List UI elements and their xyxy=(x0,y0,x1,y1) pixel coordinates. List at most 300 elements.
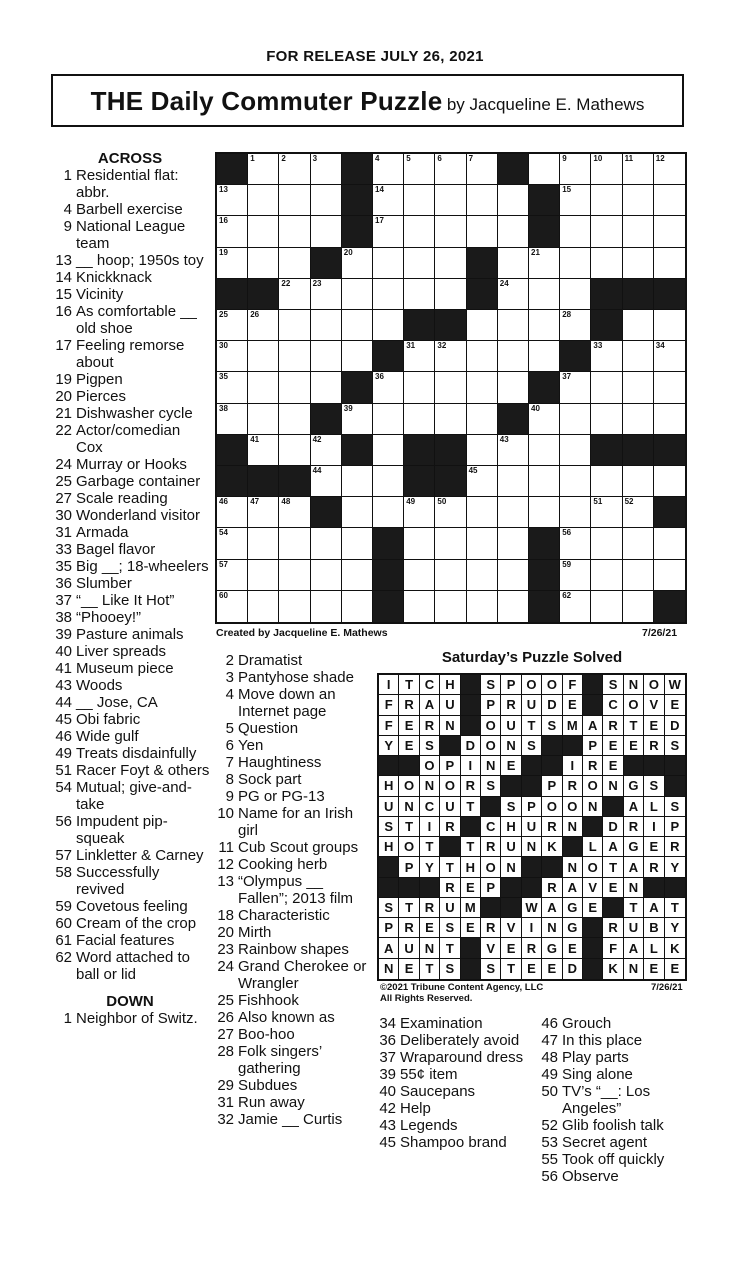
across-clue xyxy=(50,422,210,456)
solution-letter: A xyxy=(563,878,583,898)
grid-cell[interactable] xyxy=(217,185,248,216)
grid-cell[interactable] xyxy=(467,591,498,622)
grid-cell[interactable] xyxy=(467,372,498,403)
solution-block xyxy=(563,736,583,756)
grid-cell[interactable] xyxy=(217,216,248,247)
solution-letter: U xyxy=(440,695,460,715)
solution-letter: K xyxy=(665,938,685,958)
grid-cell[interactable] xyxy=(654,404,685,435)
grid-cell[interactable] xyxy=(217,497,248,528)
grid-cell[interactable] xyxy=(373,404,404,435)
solution-block xyxy=(461,675,481,695)
grid-cell[interactable] xyxy=(623,341,654,372)
solution-letter: N xyxy=(379,959,399,979)
grid-cell[interactable] xyxy=(623,185,654,216)
solution-letter: V xyxy=(583,878,603,898)
grid-cell[interactable] xyxy=(248,372,279,403)
grid-cell[interactable] xyxy=(435,248,466,279)
grid-cell[interactable] xyxy=(373,310,404,341)
grid-cell[interactable] xyxy=(248,528,279,559)
grid-cell[interactable] xyxy=(248,341,279,372)
grid-cell[interactable] xyxy=(311,341,342,372)
grid-cell[interactable] xyxy=(373,466,404,497)
grid-cell[interactable] xyxy=(591,248,622,279)
grid-cell[interactable] xyxy=(467,528,498,559)
clue-text: Secret agent xyxy=(562,1134,648,1151)
grid-cell[interactable] xyxy=(342,279,373,310)
grid-cell[interactable] xyxy=(435,560,466,591)
grid-cell[interactable] xyxy=(373,372,404,403)
grid-cell[interactable] xyxy=(373,185,404,216)
clue-text: Wonderland visitor xyxy=(76,507,200,524)
solution-letter: R xyxy=(603,716,623,736)
clue-text: PG or PG-13 xyxy=(238,788,325,805)
grid-cell[interactable] xyxy=(435,279,466,310)
grid-block xyxy=(591,435,622,466)
clue-text: Museum piece xyxy=(76,660,174,677)
grid-cell[interactable] xyxy=(248,560,279,591)
grid-cell[interactable] xyxy=(404,341,435,372)
cell-number: 47 xyxy=(250,497,260,507)
grid-cell[interactable] xyxy=(373,279,404,310)
grid-cell[interactable] xyxy=(467,216,498,247)
solution-letter: I xyxy=(379,675,399,695)
solution-letter: F xyxy=(379,716,399,736)
grid-cell[interactable] xyxy=(467,466,498,497)
grid-cell[interactable] xyxy=(435,154,466,185)
grid-block xyxy=(217,279,248,310)
grid-cell[interactable] xyxy=(342,310,373,341)
down-clue xyxy=(374,1015,534,1032)
grid-cell[interactable] xyxy=(654,185,685,216)
grid-cell[interactable] xyxy=(498,591,529,622)
grid-cell[interactable] xyxy=(623,591,654,622)
grid-cell[interactable] xyxy=(654,528,685,559)
solution-letter: P xyxy=(501,675,521,695)
grid-cell[interactable] xyxy=(591,154,622,185)
grid-cell[interactable] xyxy=(435,404,466,435)
grid-cell[interactable] xyxy=(467,310,498,341)
clue-text: Play parts xyxy=(562,1049,629,1066)
grid-cell[interactable] xyxy=(623,497,654,528)
cell-number: 40 xyxy=(531,403,540,413)
solution-letter: Y xyxy=(379,736,399,756)
solution-block xyxy=(461,959,481,979)
solution-letter: V xyxy=(481,938,501,958)
solution-letter: U xyxy=(379,797,399,817)
grid-cell[interactable] xyxy=(435,591,466,622)
grid-cell[interactable] xyxy=(217,528,248,559)
grid-cell[interactable] xyxy=(435,341,466,372)
grid-cell[interactable] xyxy=(529,404,560,435)
grid-cell[interactable] xyxy=(529,248,560,279)
grid-cell[interactable] xyxy=(467,497,498,528)
solution-letter: L xyxy=(583,837,603,857)
grid-cell[interactable] xyxy=(404,216,435,247)
grid-cell[interactable] xyxy=(311,310,342,341)
grid-cell[interactable] xyxy=(654,248,685,279)
grid-cell[interactable] xyxy=(560,185,591,216)
grid-cell[interactable] xyxy=(279,248,310,279)
cell-number: 57 xyxy=(219,559,228,569)
grid-cell[interactable] xyxy=(342,341,373,372)
grid-cell[interactable] xyxy=(404,497,435,528)
grid-block xyxy=(342,435,373,466)
cell-number: 1 xyxy=(250,154,255,163)
grid-cell[interactable] xyxy=(591,466,622,497)
grid-cell[interactable] xyxy=(404,279,435,310)
grid-cell[interactable] xyxy=(654,154,685,185)
grid-cell[interactable] xyxy=(529,341,560,372)
across-clue-list xyxy=(50,167,210,983)
grid-cell[interactable] xyxy=(373,497,404,528)
grid-cell[interactable] xyxy=(342,528,373,559)
grid-cell[interactable] xyxy=(654,310,685,341)
clue-number: 49 xyxy=(541,1066,558,1083)
grid-cell[interactable] xyxy=(560,591,591,622)
solution-letter: V xyxy=(644,695,664,715)
solution-letter: M xyxy=(461,898,481,918)
grid-cell[interactable] xyxy=(623,248,654,279)
grid-cell[interactable] xyxy=(248,185,279,216)
grid-cell[interactable] xyxy=(591,185,622,216)
grid-cell[interactable] xyxy=(591,372,622,403)
down-clue-list-part-3 xyxy=(374,1015,534,1151)
solution-letter: H xyxy=(440,675,460,695)
grid-cell[interactable] xyxy=(311,279,342,310)
solution-letter: N xyxy=(420,776,440,796)
clue-number: 18 xyxy=(217,907,234,924)
grid-cell[interactable] xyxy=(623,310,654,341)
cell-number: 37 xyxy=(562,372,572,382)
grid-cell[interactable] xyxy=(654,216,685,247)
grid-block xyxy=(529,528,560,559)
grid-cell[interactable] xyxy=(623,466,654,497)
grid-cell[interactable] xyxy=(654,372,685,403)
clue-number: 3 xyxy=(225,669,234,686)
down-clue xyxy=(212,856,374,873)
grid-cell[interactable] xyxy=(560,404,591,435)
grid-cell[interactable] xyxy=(311,216,342,247)
solution-block xyxy=(583,938,603,958)
solution-letter: T xyxy=(440,857,460,877)
clue-number: 43 xyxy=(55,677,72,694)
grid-cell[interactable] xyxy=(311,154,342,185)
grid-cell[interactable] xyxy=(435,497,466,528)
puzzle-date: 7/26/21 xyxy=(642,627,678,639)
grid-cell[interactable] xyxy=(404,372,435,403)
grid-cell[interactable] xyxy=(279,404,310,435)
across-clue xyxy=(50,779,210,813)
solution-letter: O xyxy=(420,756,440,776)
grid-cell[interactable] xyxy=(467,341,498,372)
grid-cell[interactable] xyxy=(217,560,248,591)
clue-text: Treats disdainfully xyxy=(76,745,197,762)
grid-cell[interactable] xyxy=(498,248,529,279)
solution-letter: T xyxy=(420,959,440,979)
grid-cell[interactable] xyxy=(467,404,498,435)
grid-cell[interactable] xyxy=(654,560,685,591)
clue-number: 26 xyxy=(217,1009,234,1026)
cell-number: 17 xyxy=(375,216,384,226)
down-clue xyxy=(212,1043,374,1077)
solution-letter: O xyxy=(522,675,542,695)
grid-cell[interactable] xyxy=(217,310,248,341)
solution-letter: T xyxy=(440,938,460,958)
grid-block xyxy=(435,466,466,497)
solution-letter: E xyxy=(644,959,664,979)
solution-letter: P xyxy=(399,857,419,877)
grid-cell[interactable] xyxy=(435,528,466,559)
solution-letter: S xyxy=(665,797,685,817)
grid-cell[interactable] xyxy=(591,216,622,247)
grid-cell[interactable] xyxy=(248,591,279,622)
grid-cell[interactable] xyxy=(404,528,435,559)
solution-letter: R xyxy=(665,837,685,857)
grid-cell[interactable] xyxy=(560,216,591,247)
grid-cell[interactable] xyxy=(373,435,404,466)
grid-cell[interactable] xyxy=(498,497,529,528)
grid-cell[interactable] xyxy=(591,560,622,591)
grid-cell[interactable] xyxy=(498,185,529,216)
grid-cell[interactable] xyxy=(498,341,529,372)
cell-number: 46 xyxy=(219,497,228,507)
grid-cell[interactable] xyxy=(217,248,248,279)
grid-cell[interactable] xyxy=(217,372,248,403)
grid-block xyxy=(373,341,404,372)
grid-cell[interactable] xyxy=(279,528,310,559)
grid-cell[interactable] xyxy=(311,185,342,216)
grid-cell[interactable] xyxy=(560,279,591,310)
solution-block xyxy=(379,857,399,877)
clue-number: 29 xyxy=(217,1077,234,1094)
grid-cell[interactable] xyxy=(248,248,279,279)
solution-letter: P xyxy=(440,756,460,776)
grid-cell[interactable] xyxy=(623,216,654,247)
grid-cell[interactable] xyxy=(529,310,560,341)
grid-cell[interactable] xyxy=(529,154,560,185)
solution-letter: E xyxy=(501,756,521,776)
solution-letter: R xyxy=(440,878,460,898)
grid-cell[interactable] xyxy=(498,279,529,310)
clue-number: 40 xyxy=(55,643,72,660)
grid-cell[interactable] xyxy=(467,435,498,466)
grid-cell[interactable] xyxy=(248,310,279,341)
grid-cell[interactable] xyxy=(404,404,435,435)
cell-number: 21 xyxy=(531,247,540,257)
grid-cell[interactable] xyxy=(404,560,435,591)
solution-letter: Y xyxy=(420,857,440,877)
solution-block xyxy=(583,675,603,695)
across-clue xyxy=(50,490,210,507)
solution-letter: E xyxy=(501,938,521,958)
grid-cell[interactable] xyxy=(623,372,654,403)
grid-cell[interactable] xyxy=(404,154,435,185)
grid-cell[interactable] xyxy=(404,185,435,216)
grid-cell[interactable] xyxy=(435,372,466,403)
solution-block xyxy=(399,756,419,776)
clue-number: 32 xyxy=(217,1111,234,1128)
cell-number: 10 xyxy=(593,154,603,163)
grid-cell[interactable] xyxy=(498,216,529,247)
grid-cell[interactable] xyxy=(529,466,560,497)
grid-cell[interactable] xyxy=(279,216,310,247)
grid-cell[interactable] xyxy=(498,466,529,497)
grid-cell[interactable] xyxy=(560,466,591,497)
grid-cell[interactable] xyxy=(498,435,529,466)
clue-text: __ hoop; 1950s toy xyxy=(76,252,204,269)
grid-cell[interactable] xyxy=(560,560,591,591)
grid-cell[interactable] xyxy=(279,497,310,528)
down-clue xyxy=(212,924,374,941)
grid-cell[interactable] xyxy=(279,560,310,591)
grid-cell[interactable] xyxy=(404,248,435,279)
clue-number: 39 xyxy=(379,1066,396,1083)
grid-cell[interactable] xyxy=(279,279,310,310)
grid-cell[interactable] xyxy=(342,591,373,622)
grid-cell[interactable] xyxy=(311,372,342,403)
grid-cell[interactable] xyxy=(529,497,560,528)
clue-text: Word attached to ball or lid xyxy=(76,949,190,983)
grid-cell[interactable] xyxy=(529,279,560,310)
grid-cell[interactable] xyxy=(217,404,248,435)
grid-cell[interactable] xyxy=(311,435,342,466)
down-clue xyxy=(374,1134,534,1151)
grid-cell[interactable] xyxy=(342,560,373,591)
solution-letter: P xyxy=(542,776,562,796)
grid-cell[interactable] xyxy=(279,185,310,216)
grid-cell[interactable] xyxy=(623,560,654,591)
clue-text: Garbage container xyxy=(76,473,201,490)
grid-cell[interactable] xyxy=(217,341,248,372)
grid-cell[interactable] xyxy=(529,435,560,466)
clue-text: __ Jose, CA xyxy=(76,694,158,711)
grid-cell[interactable] xyxy=(279,372,310,403)
clue-number: 59 xyxy=(55,898,72,915)
cell-number: 35 xyxy=(219,372,228,382)
across-clue xyxy=(50,524,210,541)
grid-cell[interactable] xyxy=(248,404,279,435)
grid-cell[interactable] xyxy=(623,154,654,185)
solution-letter: O xyxy=(583,776,603,796)
clue-text: Legends xyxy=(400,1117,458,1134)
grid-cell[interactable] xyxy=(342,248,373,279)
grid-cell[interactable] xyxy=(467,154,498,185)
grid-cell[interactable] xyxy=(311,560,342,591)
solution-letter: P xyxy=(583,736,603,756)
grid-cell[interactable] xyxy=(591,341,622,372)
grid-cell[interactable] xyxy=(373,248,404,279)
grid-cell[interactable] xyxy=(560,248,591,279)
solution-letter: E xyxy=(603,736,623,756)
grid-cell[interactable] xyxy=(404,591,435,622)
clue-number: 56 xyxy=(541,1168,558,1185)
grid-cell[interactable] xyxy=(435,185,466,216)
clue-number: 9 xyxy=(63,218,72,235)
grid-cell[interactable] xyxy=(498,528,529,559)
grid-cell[interactable] xyxy=(560,435,591,466)
grid-cell[interactable] xyxy=(498,560,529,591)
grid-cell[interactable] xyxy=(279,591,310,622)
grid-cell[interactable] xyxy=(560,154,591,185)
grid-cell[interactable] xyxy=(342,466,373,497)
grid-cell[interactable] xyxy=(435,216,466,247)
grid-cell[interactable] xyxy=(654,466,685,497)
clue-number: 49 xyxy=(55,745,72,762)
solution-letter: U xyxy=(522,695,542,715)
cell-number: 31 xyxy=(406,341,416,351)
grid-cell[interactable] xyxy=(279,341,310,372)
grid-cell[interactable] xyxy=(560,528,591,559)
across-clue xyxy=(50,303,210,337)
across-clue xyxy=(50,218,210,252)
solution-letter: O xyxy=(399,776,419,796)
grid-cell[interactable] xyxy=(654,341,685,372)
grid-cell[interactable] xyxy=(217,591,248,622)
grid-cell[interactable] xyxy=(498,310,529,341)
cell-number: 7 xyxy=(468,154,474,163)
grid-cell[interactable] xyxy=(311,528,342,559)
solution-grid xyxy=(377,673,687,981)
grid-cell[interactable] xyxy=(591,591,622,622)
clue-text: Cooking herb xyxy=(238,856,328,873)
grid-cell[interactable] xyxy=(248,497,279,528)
grid-cell[interactable] xyxy=(623,528,654,559)
clue-number: 20 xyxy=(217,924,234,941)
grid-cell[interactable] xyxy=(591,497,622,528)
grid-cell[interactable] xyxy=(311,466,342,497)
grid-cell[interactable] xyxy=(248,435,279,466)
clue-number: 1 xyxy=(63,167,72,184)
solution-letter: A xyxy=(379,938,399,958)
grid-cell[interactable] xyxy=(591,404,622,435)
cell-number: 41 xyxy=(250,434,260,444)
grid-cell[interactable] xyxy=(342,404,373,435)
grid-cell[interactable] xyxy=(467,560,498,591)
clue-column-4 xyxy=(536,1015,696,1185)
down-clue xyxy=(212,1026,374,1043)
grid-cell[interactable] xyxy=(373,154,404,185)
solution-heading: Saturday’s Puzzle Solved xyxy=(441,649,623,666)
down-clue xyxy=(374,1100,534,1117)
grid-cell[interactable] xyxy=(342,497,373,528)
grid-cell[interactable] xyxy=(279,154,310,185)
grid-cell[interactable] xyxy=(248,154,279,185)
clue-number: 19 xyxy=(55,371,72,388)
solution-block xyxy=(603,898,623,918)
grid-cell[interactable] xyxy=(560,372,591,403)
grid-cell[interactable] xyxy=(591,528,622,559)
grid-cell[interactable] xyxy=(311,591,342,622)
grid-cell[interactable] xyxy=(279,435,310,466)
solution-letter: A xyxy=(624,857,644,877)
grid-cell[interactable] xyxy=(467,185,498,216)
grid-cell[interactable] xyxy=(560,310,591,341)
solution-letter: R xyxy=(624,817,644,837)
grid-cell[interactable] xyxy=(623,404,654,435)
grid-cell[interactable] xyxy=(248,216,279,247)
grid-cell[interactable] xyxy=(373,216,404,247)
solution-letter: N xyxy=(624,675,644,695)
across-clue xyxy=(50,626,210,643)
grid-cell[interactable] xyxy=(279,310,310,341)
puzzle-title-box xyxy=(51,74,684,127)
cell-number: 52 xyxy=(624,497,634,507)
grid-cell[interactable] xyxy=(560,497,591,528)
grid-cell[interactable] xyxy=(498,372,529,403)
solution-block xyxy=(542,736,562,756)
grid-block xyxy=(217,435,248,466)
